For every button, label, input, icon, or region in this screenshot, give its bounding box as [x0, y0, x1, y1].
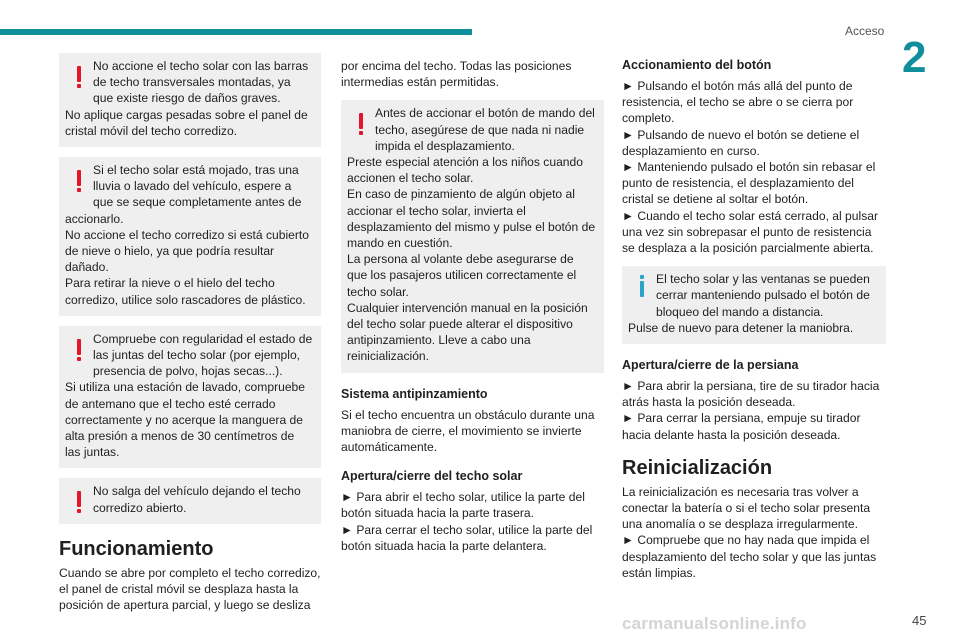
note-text: No accione el techo corredizo si está cubierto de nieve o hielo, ya que podría resultar dañado.: [65, 227, 310, 275]
paragraph-text: Cuando se abre por completo el techo corredizo, el panel de cristal móvil se desplaza hasta la posición de apertura parcial, y luego se desliza: [59, 565, 321, 613]
paragraph: [59, 565, 321, 614]
note-text: Antes de accionar el botón de mando del techo, asegúrese de que nada ni nadie impida el desplazamiento.: [375, 106, 595, 153]
info-icon: [628, 271, 654, 305]
note-text: Compruebe con regularidad el estado de las juntas del techo solar (por ejemplo, presencia de polvo, hojas secas...).: [93, 331, 313, 379]
heading-antipinzamiento: Sistema antipinzamiento: [341, 386, 488, 401]
heading-funcionamiento: Funcionamiento: [59, 537, 214, 560]
warning-note: [341, 100, 604, 372]
note-text: La persona al volante debe asegurarse de que los pasajeros utilicen correctamente el techo solar.: [347, 252, 577, 299]
warning-note: [59, 326, 321, 469]
warning-icon: [347, 105, 373, 139]
heading-persiana: Apertura/cierre de la persiana: [622, 358, 799, 373]
note-text: El techo solar y las ventanas se pueden cerrar manteniendo pulsado el botón de bloqueo del mando a distancia.: [656, 272, 870, 319]
page-number: 45: [912, 613, 927, 628]
paragraph-text: ► Manteniendo pulsado el botón sin rebasar el punto de resistencia, el desplazamiento del cristal se detiene al soltar el botón.: [622, 160, 876, 207]
note-text: En caso de pinzamiento de algún objeto al accionar el techo solar, invierta el desplazamiento del mismo y pulse el botón de mando en cuestión.: [347, 187, 596, 251]
paragraph-text: por encima del techo. Todas las posiciones intermedias están permitidas.: [341, 59, 572, 90]
paragraph: [341, 489, 604, 554]
paragraph: [341, 58, 604, 90]
heading-reinicializacion: Reinicialización: [622, 456, 773, 479]
paragraph-text: Si el techo encuentra un obstáculo durante una maniobra de cierre, el movimiento se invierte automáticamente.: [341, 407, 595, 455]
note-text: Pulse de nuevo para detener la maniobra.: [628, 320, 854, 335]
paragraph: [622, 378, 886, 443]
paragraph: [622, 78, 886, 256]
warning-icon: [65, 162, 91, 196]
paragraph-text: ► Cuando el techo solar está cerrado, al pulsar una vez sin sobrepasar el punto de resistencia se desplaza a la posición parcialmente abierta.: [622, 208, 879, 256]
column-1: [59, 53, 321, 623]
paragraph-text: ► Pulsando el botón más allá del punto de resistencia, el techo se abre o se cierra por completo.: [622, 79, 854, 126]
warning-icon: [65, 58, 91, 92]
paragraph-text: ► Para cerrar la persiana, empuje su tirador hacia delante hasta la posición deseada.: [622, 411, 861, 442]
paragraph-text: ► Para abrir el techo solar, utilice la parte del botón situada hacia la parte trasera.: [341, 490, 585, 521]
column-3: [622, 58, 886, 591]
warning-note: [59, 157, 321, 316]
note-text: Cualquier intervención manual en la posición del techo solar puede alterar el dispositivo antipinzamiento. Lleve a cabo una reinicialización.: [347, 300, 588, 364]
warning-note: [59, 53, 321, 147]
paragraph-text: ► Para cerrar el techo solar, utilice la parte del botón situada hacia la parte delantera.: [341, 522, 593, 553]
paragraph-text: ► Compruebe que no hay nada que impida el desplazamiento del techo solar y que las juntas están limpias.: [622, 533, 877, 580]
note-text: No aplique cargas pesadas sobre el panel de cristal móvil del techo corredizo.: [65, 107, 308, 138]
paragraph: [622, 484, 886, 581]
note-text: No salga del vehículo dejando el techo corredizo abierto.: [93, 484, 301, 515]
warning-icon: [65, 331, 91, 365]
info-note: [622, 266, 886, 344]
note-text: Preste especial atención a los niños cuando accionen el techo solar.: [347, 155, 583, 186]
note-text: No accione el techo solar con las barras de techo transversales montadas, ya que existe riesgo de daños graves.: [93, 59, 309, 106]
note-text: Si el techo solar está mojado, tras una lluvia o lavado del vehículo, espere a que se seque completamente antes de accionarlo.: [65, 163, 302, 226]
paragraph-text: La reinicialización es necesaria tras volver a conectar la batería o si el techo solar presenta una anomalía o se desplaza irregularmente.: [622, 484, 871, 532]
paragraph-text: ► Para abrir la persiana, tire de su tirador hacia atrás hasta la posición deseada.: [622, 379, 880, 410]
paragraph-text: ► Pulsando de nuevo el botón se detiene el desplazamiento en curso.: [622, 127, 860, 158]
heading-accionamiento: Accionamiento del botón: [622, 58, 772, 72]
watermark: carmanualsonline.info: [622, 614, 807, 633]
chapter-number: 2: [902, 33, 927, 82]
heading-apertura-techo: Apertura/cierre del techo solar: [341, 469, 523, 484]
section-title: Acceso: [845, 24, 885, 38]
paragraph: [341, 407, 604, 456]
note-text: Si utiliza una estación de lavado, compruebe de antemano que el techo esté cerrado correctamente y no acerque la manguera de alta presión a menos de 30 centímetros de las juntas.: [65, 380, 306, 460]
warning-note: [59, 478, 321, 523]
column-2: [341, 58, 604, 564]
header-accent-bar: [0, 29, 472, 35]
warning-icon: [65, 483, 91, 517]
note-text: Para retirar la nieve o el hielo del techo corredizo, utilice solo rascadores de plástico.: [65, 276, 306, 307]
